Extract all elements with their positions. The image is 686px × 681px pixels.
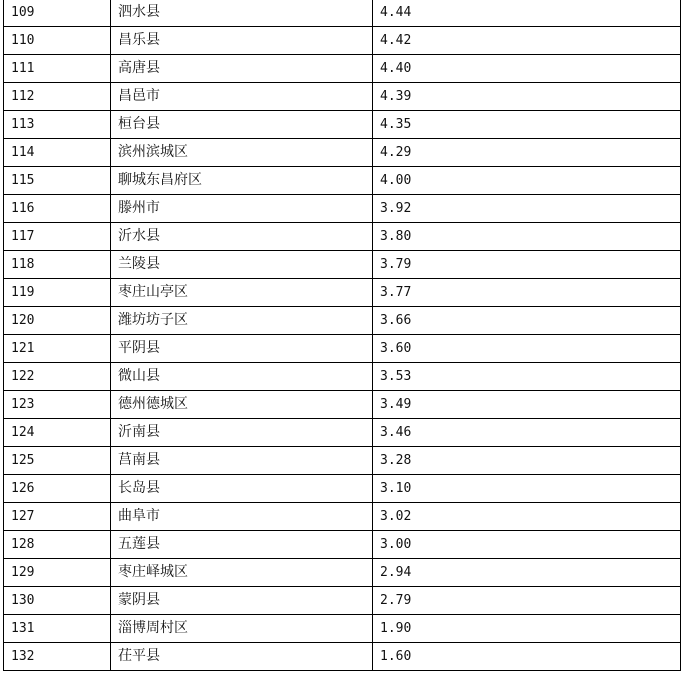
- rank-cell: 131: [4, 615, 111, 643]
- rank-cell: 125: [4, 447, 111, 475]
- rank-cell: 109: [4, 0, 111, 27]
- table-row: [4, 419, 681, 447]
- rank-cell: 113: [4, 111, 111, 139]
- rank-cell: 118: [4, 251, 111, 279]
- table-row: [4, 503, 681, 531]
- rank-cell: 110: [4, 27, 111, 55]
- value-cell: 3.80: [373, 223, 681, 251]
- county-name-cell: 德州德城区: [111, 391, 373, 419]
- value-cell: 2.79: [373, 587, 681, 615]
- table-row: [4, 643, 681, 671]
- county-name-cell: 沂水县: [111, 223, 373, 251]
- table-row: [4, 335, 681, 363]
- county-name-cell: 茌平县: [111, 643, 373, 671]
- table-row: [4, 27, 681, 55]
- county-name-cell: 长岛县: [111, 475, 373, 503]
- rank-cell: 112: [4, 83, 111, 111]
- table-row: [4, 307, 681, 335]
- table-row: [4, 195, 681, 223]
- ranking-table-body: [4, 0, 681, 671]
- value-cell: 3.46: [373, 419, 681, 447]
- table-row: [4, 111, 681, 139]
- rank-cell: 114: [4, 139, 111, 167]
- table-row: [4, 559, 681, 587]
- rank-cell: 124: [4, 419, 111, 447]
- table-row: [4, 447, 681, 475]
- value-cell: 4.39: [373, 83, 681, 111]
- table-row: [4, 55, 681, 83]
- value-cell: 3.66: [373, 307, 681, 335]
- rank-cell: 132: [4, 643, 111, 671]
- table-row: [4, 475, 681, 503]
- table-row: [4, 223, 681, 251]
- county-name-cell: 蒙阴县: [111, 587, 373, 615]
- county-name-cell: 高唐县: [111, 55, 373, 83]
- value-cell: 3.10: [373, 475, 681, 503]
- value-cell: 4.44: [373, 0, 681, 27]
- rank-cell: 119: [4, 279, 111, 307]
- value-cell: 3.79: [373, 251, 681, 279]
- rank-cell: 120: [4, 307, 111, 335]
- county-name-cell: 滕州市: [111, 195, 373, 223]
- table-row: [4, 587, 681, 615]
- value-cell: 4.29: [373, 139, 681, 167]
- rank-cell: 129: [4, 559, 111, 587]
- county-name-cell: 曲阜市: [111, 503, 373, 531]
- value-cell: 3.28: [373, 447, 681, 475]
- table-row: [4, 531, 681, 559]
- value-cell: 1.60: [373, 643, 681, 671]
- value-cell: 3.77: [373, 279, 681, 307]
- county-name-cell: 桓台县: [111, 111, 373, 139]
- table-row: [4, 363, 681, 391]
- county-name-cell: 枣庄山亭区: [111, 279, 373, 307]
- rank-cell: 130: [4, 587, 111, 615]
- county-name-cell: 聊城东昌府区: [111, 167, 373, 195]
- value-cell: 4.35: [373, 111, 681, 139]
- value-cell: 3.02: [373, 503, 681, 531]
- value-cell: 3.00: [373, 531, 681, 559]
- rank-cell: 121: [4, 335, 111, 363]
- county-name-cell: 昌乐县: [111, 27, 373, 55]
- ranking-table-container: [3, 0, 680, 671]
- rank-cell: 126: [4, 475, 111, 503]
- county-name-cell: 莒南县: [111, 447, 373, 475]
- county-name-cell: 兰陵县: [111, 251, 373, 279]
- value-cell: 3.60: [373, 335, 681, 363]
- rank-cell: 128: [4, 531, 111, 559]
- table-row: [4, 139, 681, 167]
- rank-cell: 116: [4, 195, 111, 223]
- county-name-cell: 淄博周村区: [111, 615, 373, 643]
- value-cell: 4.40: [373, 55, 681, 83]
- rank-cell: 117: [4, 223, 111, 251]
- table-row: [4, 83, 681, 111]
- value-cell: 4.00: [373, 167, 681, 195]
- table-row: [4, 279, 681, 307]
- value-cell: 3.92: [373, 195, 681, 223]
- county-name-cell: 滨州滨城区: [111, 139, 373, 167]
- rank-cell: 123: [4, 391, 111, 419]
- value-cell: 3.53: [373, 363, 681, 391]
- county-name-cell: 五莲县: [111, 531, 373, 559]
- value-cell: 1.90: [373, 615, 681, 643]
- county-name-cell: 潍坊坊子区: [111, 307, 373, 335]
- rank-cell: 115: [4, 167, 111, 195]
- value-cell: 4.42: [373, 27, 681, 55]
- county-name-cell: 平阴县: [111, 335, 373, 363]
- rank-cell: 111: [4, 55, 111, 83]
- table-row: [4, 391, 681, 419]
- county-name-cell: 泗水县: [111, 0, 373, 27]
- value-cell: 3.49: [373, 391, 681, 419]
- table-row: [4, 167, 681, 195]
- rank-cell: 127: [4, 503, 111, 531]
- table-row: [4, 0, 681, 27]
- table-row: [4, 251, 681, 279]
- value-cell: 2.94: [373, 559, 681, 587]
- county-name-cell: 枣庄峄城区: [111, 559, 373, 587]
- county-name-cell: 昌邑市: [111, 83, 373, 111]
- county-name-cell: 微山县: [111, 363, 373, 391]
- table-row: [4, 615, 681, 643]
- ranking-table: [3, 0, 681, 671]
- rank-cell: 122: [4, 363, 111, 391]
- county-name-cell: 沂南县: [111, 419, 373, 447]
